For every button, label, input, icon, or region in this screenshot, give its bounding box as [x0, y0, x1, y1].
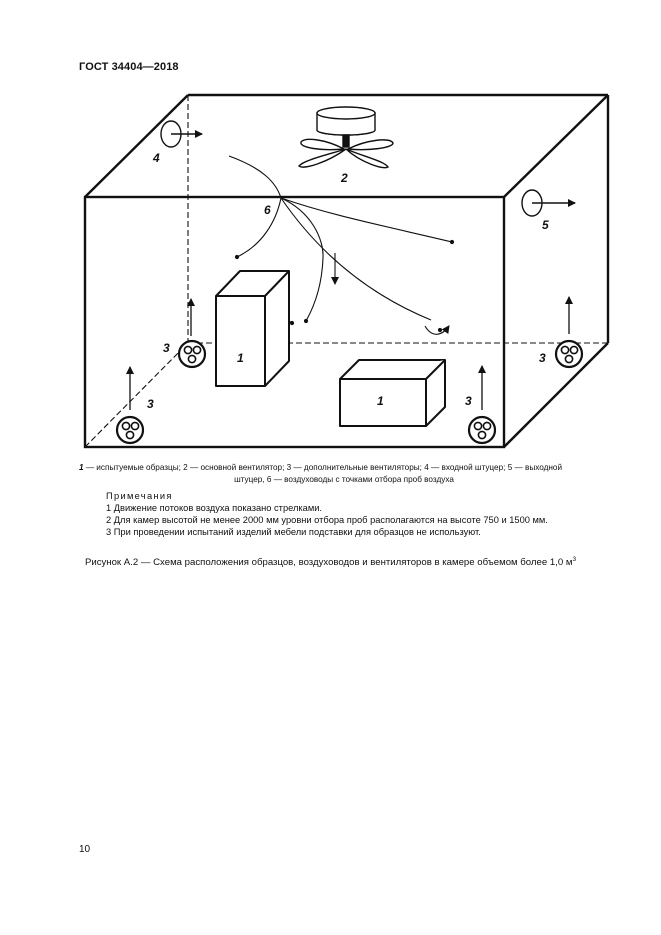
aux-fan-right-front: [469, 417, 495, 443]
notes-title: Примечания: [106, 491, 173, 501]
aux-fan-left-mid: [179, 341, 205, 367]
aux-fan-left-front: [117, 417, 143, 443]
figure-caption: [0, 556, 661, 568]
notes-block: [106, 490, 626, 538]
label-aux-fan-left-mid: 3: [163, 341, 170, 355]
label-sample-a: 1: [237, 351, 244, 365]
label-outlet: 5: [542, 218, 549, 232]
note-item: 2 Для камер высотой не менее 2000 мм уровни отбора проб располагаются на высоте 750 и 1500 мм.: [106, 515, 548, 525]
sample-tall: [216, 271, 289, 386]
outlet-icon: [522, 190, 575, 216]
label-main-fan: 2: [341, 171, 348, 185]
note-item: 1 Движение потоков воздуха показано стрелками.: [106, 503, 323, 513]
inlet-icon: [161, 121, 202, 147]
label-aux-fan-right-back: 3: [539, 351, 546, 365]
label-aux-fan-left-front: 3: [147, 397, 154, 411]
legend-line-2: штуцер, 6 — воздуховоды с точками отбора проб воздуха: [234, 475, 454, 484]
sample-low: [340, 360, 445, 426]
label-sample-b: 1: [377, 394, 384, 408]
note-item: 3 При проведении испытаний изделий мебели подставки для образцов не используют.: [106, 527, 481, 537]
page-number: 10: [79, 844, 91, 855]
label-inlet: 4: [153, 151, 160, 165]
aux-fan-right-back: [556, 341, 582, 367]
legend-line-1: — испытуемые образцы; 2 — основной вентилятор; 3 — дополнительные вентиляторы; 4 — входной штуцер; 5 — выходной: [85, 463, 563, 472]
legend-first-number: 1: [79, 463, 84, 472]
label-ducts: 6: [264, 203, 271, 217]
caption-text: Рисунок А.2 — Схема расположения образцов, воздуховодов и вентиляторов в камере объемом более 1,0 м: [84, 557, 573, 569]
label-aux-fan-right-front: 3: [465, 394, 472, 408]
caption-superscript: 3: [572, 556, 577, 563]
main-fan-icon: [299, 107, 393, 168]
document-header: ГОСТ 34404—2018: [79, 61, 179, 73]
figure-legend: [79, 462, 609, 486]
